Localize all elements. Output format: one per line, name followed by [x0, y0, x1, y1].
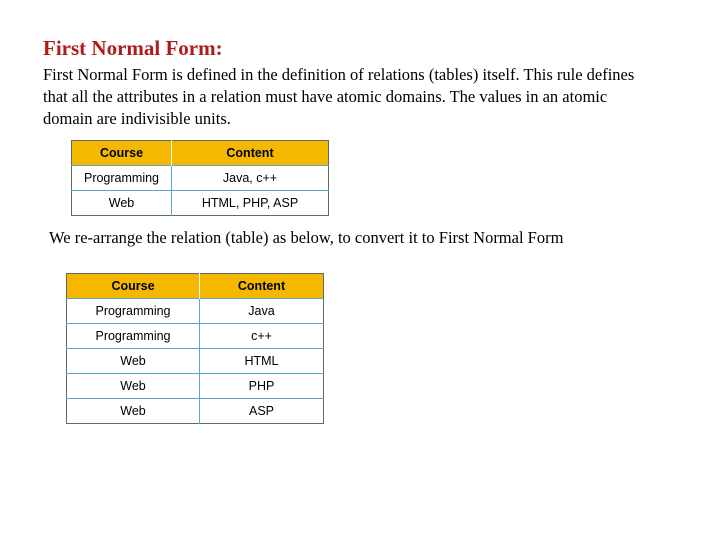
table-row: [67, 324, 324, 349]
cell-content: Java: [200, 299, 324, 324]
cell-content: PHP: [200, 374, 324, 399]
header-content: Content: [200, 274, 324, 299]
cell-course: Programming: [67, 324, 200, 349]
table-row: [72, 166, 329, 191]
cell-content: HTML, PHP, ASP: [172, 191, 329, 216]
cell-content: ASP: [200, 399, 324, 424]
table-row: [67, 399, 324, 424]
header-content: Content: [172, 141, 329, 166]
table-header-row: [72, 141, 329, 166]
cell-course: Web: [67, 399, 200, 424]
paragraph-line: that all the attributes in a relation must have atomic domains. The values in an atomic: [43, 87, 608, 106]
table-row: [67, 374, 324, 399]
table-row: [72, 191, 329, 216]
first-normal-form-table: [66, 273, 324, 424]
cell-course: Programming: [72, 166, 172, 191]
table-row: [67, 299, 324, 324]
page-title: First Normal Form:: [43, 36, 223, 60]
cell-course: Programming: [67, 299, 200, 324]
table-header-row: [67, 274, 324, 299]
cell-content: Java, c++: [172, 166, 329, 191]
paragraph-line: domain are indivisible units.: [43, 109, 231, 128]
unnormalized-table: [71, 140, 329, 216]
cell-course: Web: [67, 374, 200, 399]
table-row: [67, 349, 324, 374]
rearrange-note: We re-arrange the relation (table) as below, to convert it to First Normal Form: [49, 228, 564, 247]
cell-course: Web: [67, 349, 200, 374]
definition-paragraph: [43, 64, 693, 130]
cell-content: HTML: [200, 349, 324, 374]
paragraph-line: First Normal Form is defined in the definition of relations (tables) itself. This rule defines: [43, 65, 635, 84]
header-course: Course: [67, 274, 200, 299]
cell-course: Web: [72, 191, 172, 216]
header-course: Course: [72, 141, 172, 166]
cell-content: c++: [200, 324, 324, 349]
